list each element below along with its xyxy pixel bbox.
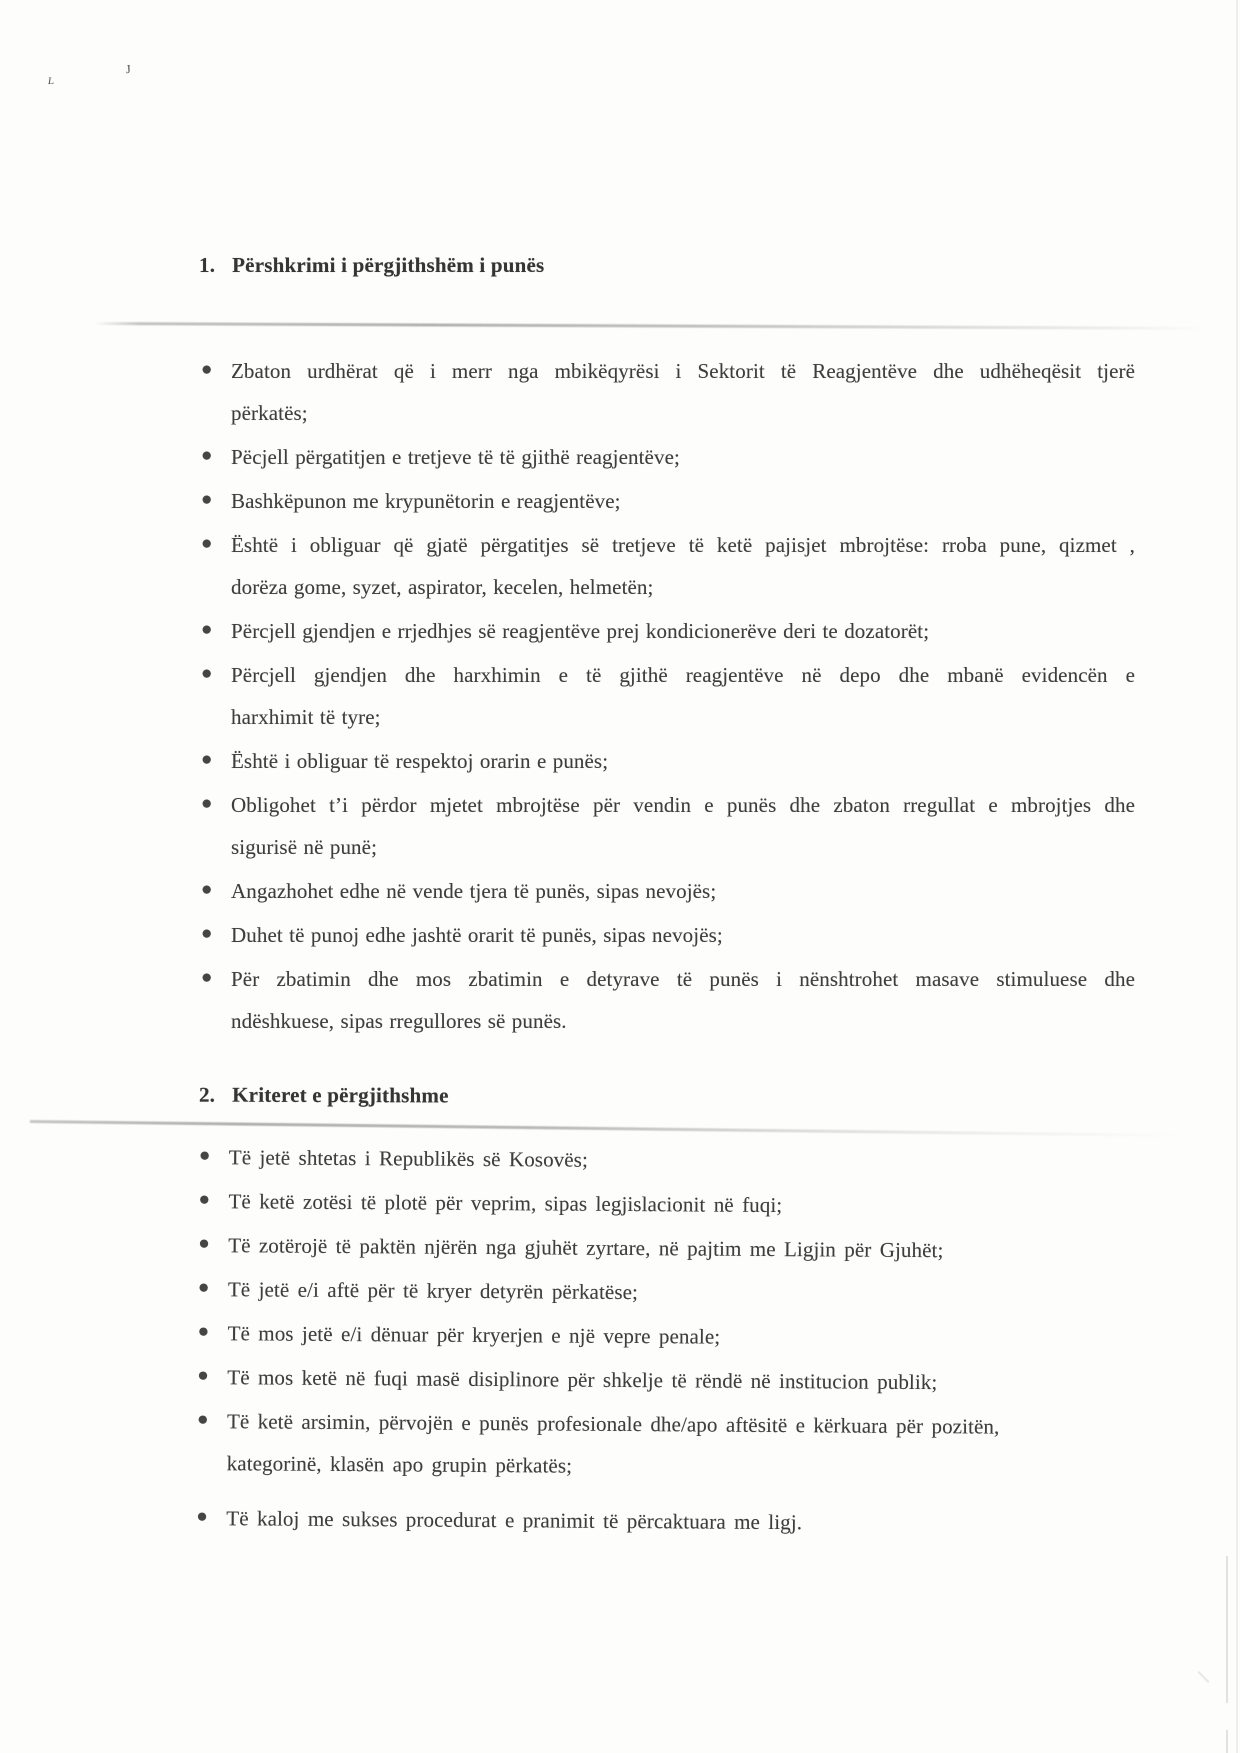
list-item: [201, 740, 1135, 782]
scan-edge-shadow: [1236, 0, 1238, 1753]
section-number: 1.: [199, 253, 216, 277]
heading-underline-rule: [30, 1120, 1180, 1137]
bullet-icon: ●: [201, 533, 213, 554]
list-item-line: Të ketë zotësi të plotë për veprim, sipas legjislacionit në fuqi;: [228, 1189, 783, 1218]
bullet-icon: ●: [201, 923, 213, 944]
bullet-icon: ●: [197, 1320, 210, 1343]
bullet-icon: ●: [201, 619, 213, 640]
bullet-icon: ●: [201, 489, 213, 510]
list-item-text: [231, 654, 1135, 738]
list-item-line: Për zbatimin dhe mos zbatimin e detyrave të punës i nënshtrohet masave stimuluese dhe: [231, 967, 1135, 991]
section-2-heading: [199, 1083, 449, 1109]
list-item-line: Bashkëpunon me krypunëtorin e reagjentëve;: [231, 489, 621, 513]
list-item: [201, 610, 1135, 652]
list-item-text: [228, 1224, 1144, 1272]
section-number: 2.: [198, 1082, 216, 1107]
scan-artifact-mark: L: [47, 76, 55, 87]
list-item-text: [231, 350, 1135, 434]
bullet-icon: ●: [201, 879, 213, 900]
list-item: [199, 1136, 1145, 1185]
list-item: [201, 654, 1135, 738]
section-title: Përshkrimi i përgjithshëm i punës: [232, 253, 545, 277]
list-item-line: dorëza gome, syzet, aspirator, kecelen, helmetën;: [231, 575, 654, 599]
bullet-icon: ●: [196, 1505, 208, 1528]
bullet-icon: ●: [197, 1364, 209, 1387]
bullet-icon: ●: [197, 1276, 210, 1299]
bullet-icon: ●: [201, 445, 213, 466]
list-item-text: [231, 610, 1135, 652]
list-item-line: Të mos jetë e/i dënuar për kryerjen e një vepre penale;: [227, 1321, 721, 1349]
list-item-line: Pëcjell përgatitjen e tretjeve të të gjithë reagjentëve;: [231, 445, 680, 469]
list-item-line: Angazhohet edhe në vende tjera të punës, sipas nevojës;: [231, 879, 717, 903]
bullet-icon: ●: [201, 793, 213, 814]
list-item-text: [231, 436, 1135, 478]
heading-underline-rule: [95, 322, 1205, 330]
list-item: [197, 1356, 1143, 1405]
list-item-line: Është i obliguar që gjatë përgatitjes së tretjeve të ketë pajisjet mbrojtëse: rroba pune, qizmet ,: [231, 533, 1135, 557]
list-item: [198, 1268, 1144, 1317]
list-item-text: [227, 1312, 1143, 1360]
list-item: [198, 1180, 1144, 1229]
list-item-line: kategorinë, klasën apo grupin përkatës;: [226, 1451, 573, 1478]
list-item-text: [228, 1180, 1144, 1228]
list-item-text: [231, 958, 1135, 1042]
list-item-line: Të ketë arsimin, përvojën e punës profesionale dhe/apo aftësitë e kërkuara për pozitën,: [226, 1409, 1000, 1439]
list-item-line: Të mos ketë në fuqi masë disiplinore për shkelje të rëndë në institucion publik;: [227, 1365, 938, 1395]
list-item-text: [228, 1268, 1144, 1316]
scan-artifact-mark: J: [125, 61, 132, 77]
bullet-icon: ●: [198, 1188, 211, 1211]
bullet-icon: ●: [201, 663, 213, 684]
bullet-icon: ●: [201, 749, 213, 770]
list-item-line: Të jetë shtetas i Republikës së Kosovës;: [228, 1145, 589, 1172]
list-item: [197, 1400, 1144, 1491]
list-item-text: [229, 1136, 1145, 1184]
list-item-text: [231, 524, 1135, 608]
list-item-line: sigurisë në punë;: [231, 835, 378, 859]
list-item-line: Obligohet t’i përdor mjetet mbrojtëse për vendin e punës dhe zbaton rregullat e mbrojtjes dhe: [231, 793, 1135, 817]
list-item-line: Të zotërojë të paktën njërën nga gjuhët zyrtare, në pajtim me Ligjin për Gjuhët;: [228, 1233, 944, 1263]
list-item-text: [231, 870, 1135, 912]
list-item-text: [231, 914, 1135, 956]
list-item: [201, 350, 1135, 434]
list-item-text: [231, 740, 1135, 782]
list-item-text: [226, 1497, 1142, 1545]
list-item-line: Duhet të punoj edhe jashtë orarit të punës, sipas nevojës;: [231, 923, 723, 947]
list-item: [201, 524, 1135, 608]
bullet-icon: ●: [198, 1232, 210, 1255]
list-item-line: Të jetë e/i aftë për të kryer detyrën përkatëse;: [227, 1277, 639, 1305]
scan-corner-tick: [1197, 1671, 1209, 1683]
bullet-icon: ●: [196, 1408, 209, 1431]
list-item: [197, 1312, 1143, 1361]
list-item: [201, 914, 1135, 956]
list-item-line: Është i obliguar të respektoj orarin e punës;: [231, 749, 609, 773]
list-item-line: përkatës;: [231, 401, 308, 425]
list-item-line: Përcjell gjendjen dhe harxhimin e të gjithë reagjentëve në depo dhe mbanë evidencën e: [231, 663, 1135, 687]
list-item: [201, 784, 1135, 868]
list-item-line: harxhimit të tyre;: [231, 705, 381, 729]
list-item-line: Zbaton urdhërat që i merr nga mbikëqyrësi i Sektorit të Reagjentëve dhe udhëheqësit tjerë: [231, 359, 1135, 383]
list-item-line: ndëshkuese, sipas rregullores së punës.: [231, 1009, 567, 1033]
list-item-line: Përcjell gjendjen e rrjedhjes së reagjentëve prej kondicionerëve deri te dozatorët;: [231, 619, 930, 643]
list-item: [201, 480, 1135, 522]
bullet-icon: ●: [198, 1144, 211, 1167]
list-item: [198, 1224, 1144, 1273]
list-item-text: [227, 1356, 1143, 1404]
list-item-text: [227, 1400, 1144, 1490]
general-criteria-bullet-list: [196, 1136, 1145, 1548]
list-item: [201, 870, 1135, 912]
job-description-bullet-list: [201, 350, 1135, 1044]
list-item: [201, 958, 1135, 1042]
scan-edge-notch: [1223, 1703, 1231, 1730]
list-item-line: Të kaloj me sukses procedurat e pranimit të përcaktuara me ligj.: [226, 1506, 803, 1535]
section-1-heading: [199, 253, 544, 278]
list-item: [196, 1497, 1142, 1546]
list-item-text: [231, 480, 1135, 522]
list-item: [201, 436, 1135, 478]
bullet-icon: ●: [201, 967, 213, 988]
list-item-text: [231, 784, 1135, 868]
section-title: Kriteret e përgjithshme: [232, 1082, 449, 1108]
bullet-icon: ●: [201, 359, 213, 380]
